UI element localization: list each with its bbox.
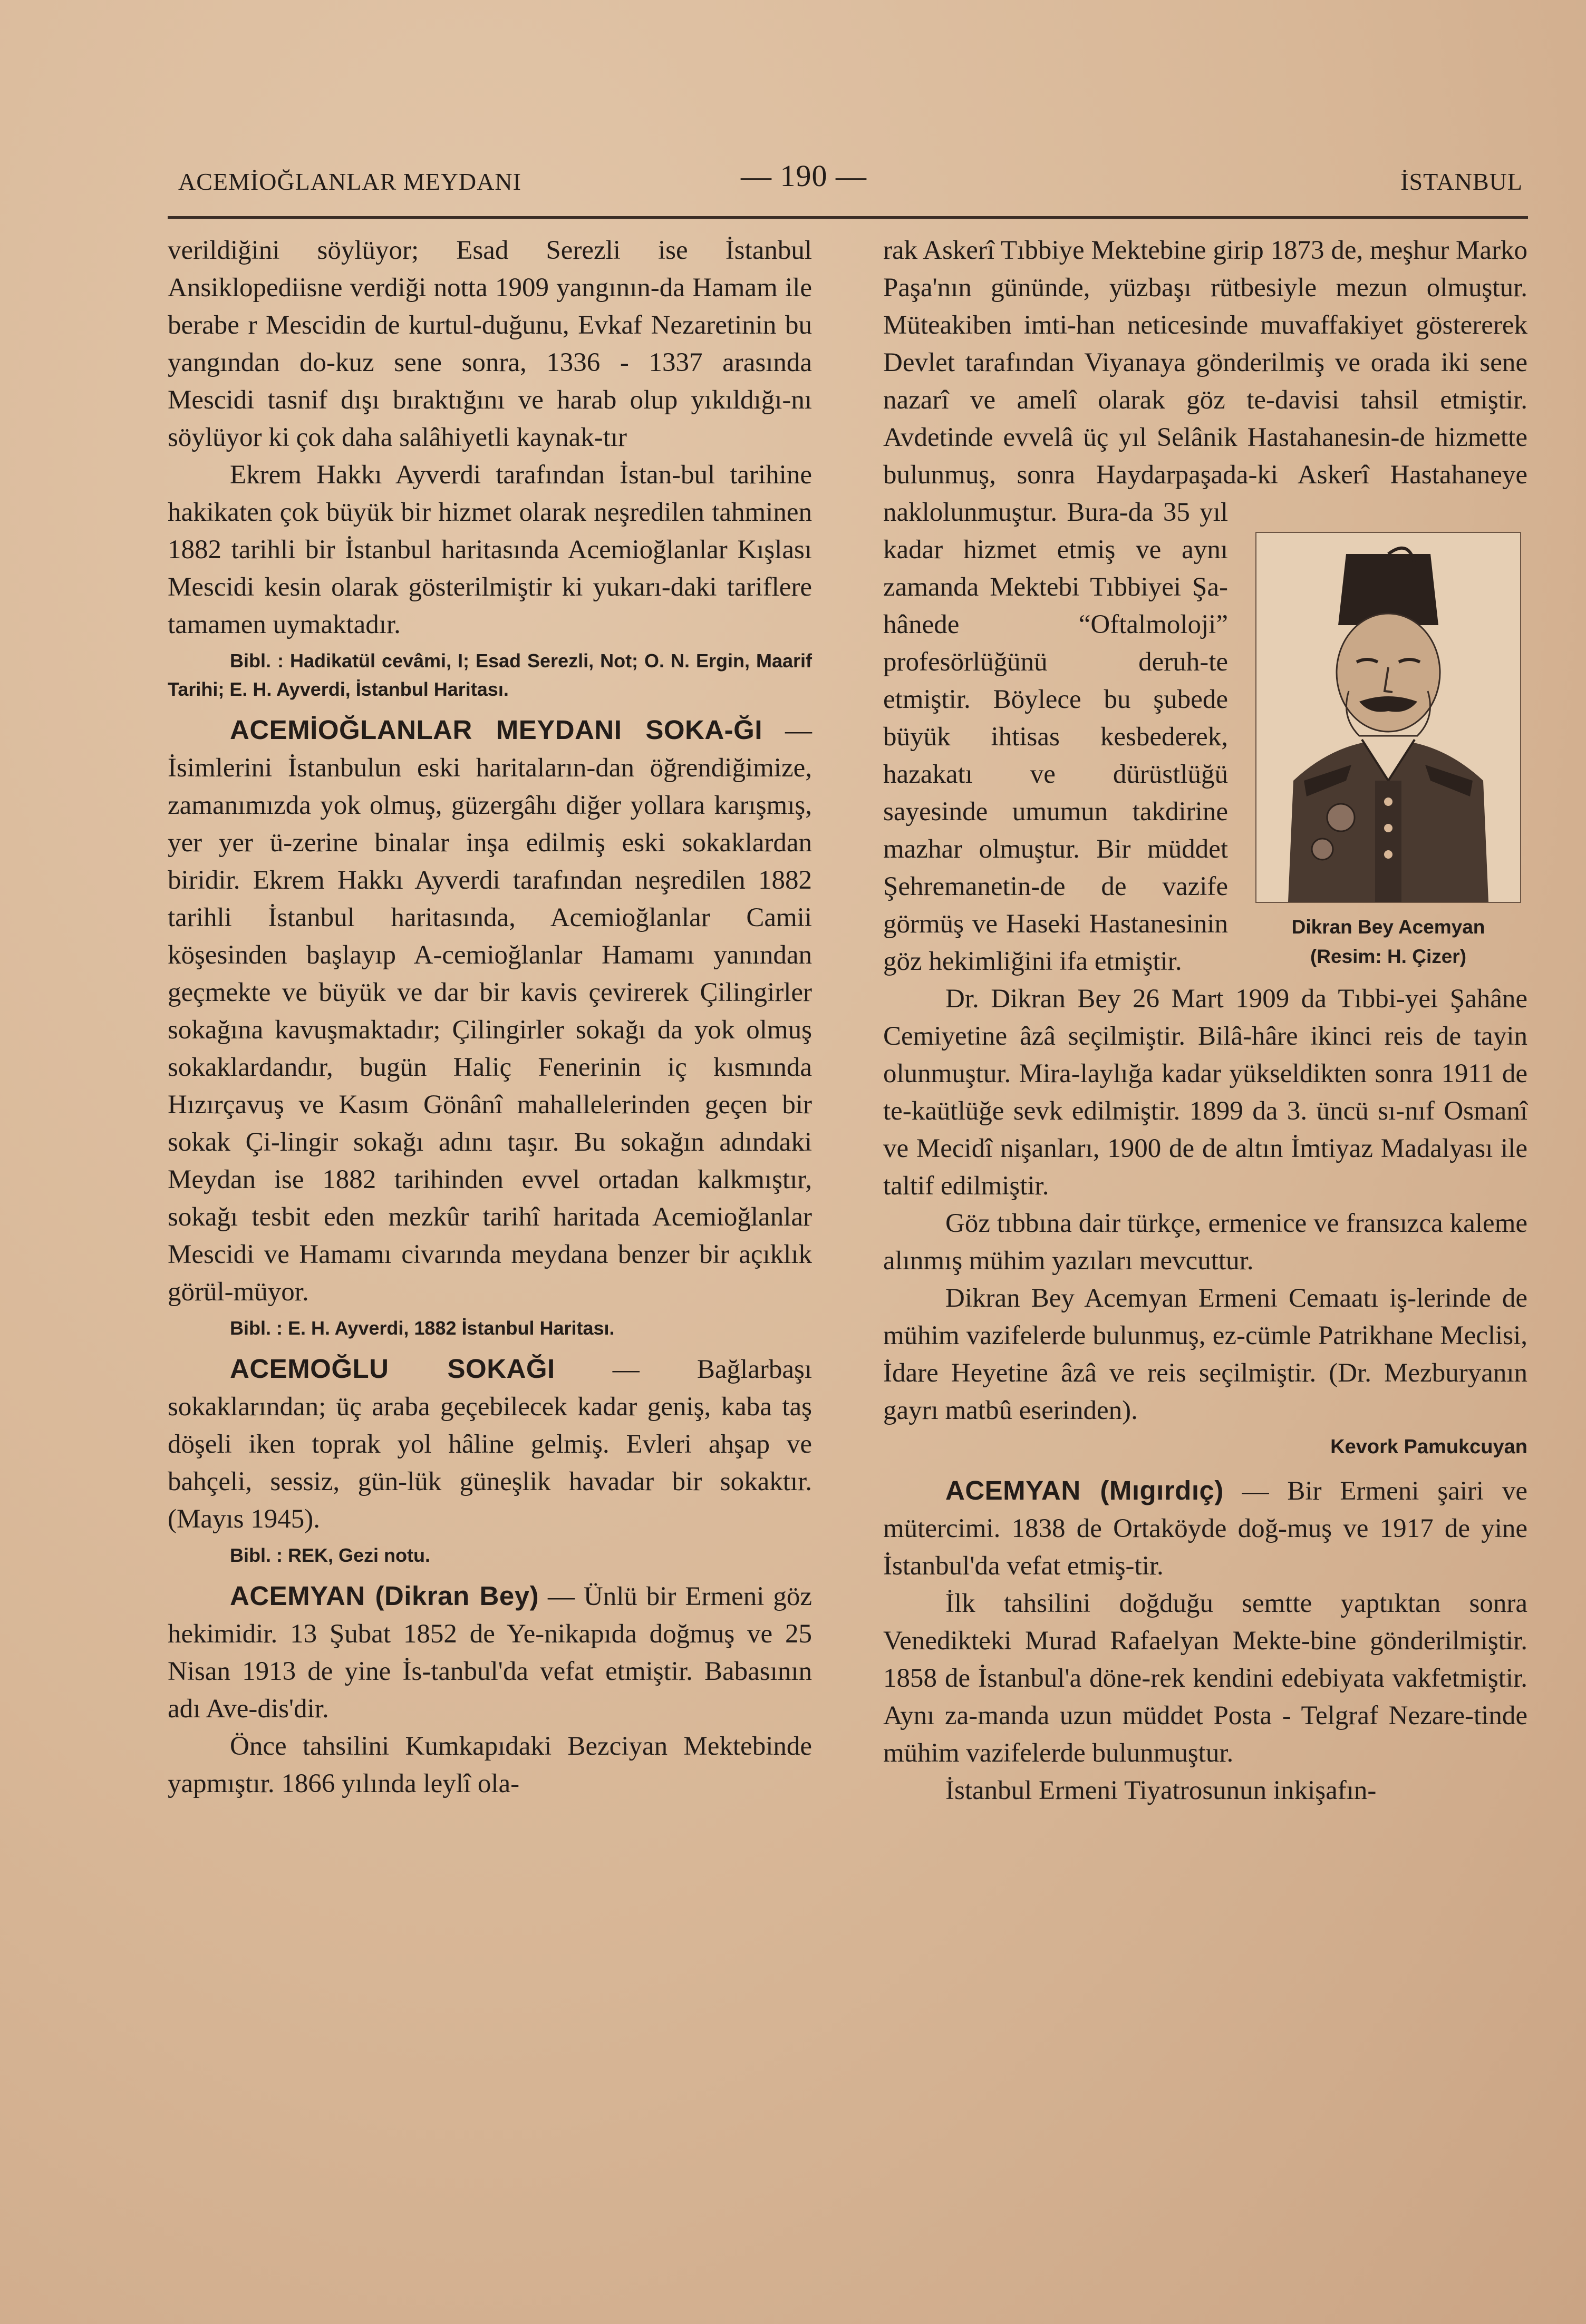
page-number: — 190 — — [741, 159, 867, 193]
entry-acemyan-dikran — [168, 1577, 812, 1728]
paragraph: İstanbul Ermeni Tiyatrosunun inkişafın- — [945, 1776, 1377, 1805]
paragraph: İlk tahsilini doğduğu semtte yaptıktan sonra Venedikteki Murad Rafaelyan Mekte-bine gönderilmiştir. 1858 de İstanbul'a döne-rek kendini edebiyata vakfetmiştir. Aynı za-manda uzun müddet Posta - Telgraf Nezare-tinde mühim vazifelerde bulunmuştur. — [883, 1589, 1527, 1768]
paragraph: Dr. Dikran Bey 26 Mart 1909 da Tıbbi-yei Şahâne Cemiyetine âzâ seçilmiştir. Bilâ-hâre ikinci reis de tayin olunmuştur. Mira-laylığa kadar yükseldikten sonra 1911 de te-kaütlüğe sevk edilmiştir. 1899 da 3. üncü sı-nıf Osmanî ve Mecidî nişanları, 1900 de de altın İmtiyaz Madalyası ile taltif edilmiştir. — [883, 984, 1527, 1201]
entry-acemyan-migirdic — [883, 1472, 1527, 1585]
entry-heading: ACEMYAN (Mıgırdıç) — [945, 1475, 1224, 1505]
entry-text: — Ünlü bir Ermeni göz hekimidir. 13 Şubat 1852 de Ye-nikapıda doğmuş ve 25 Nisan 1913 de yine İs-tanbul'da vefat etmiştir. Babasının adı Ave-dis'dir. — [168, 1582, 812, 1724]
figure-credit: (Resim: H. Çizer) — [1310, 946, 1467, 967]
entry-heading: ACEMYAN (Dikran Bey) — [230, 1581, 539, 1611]
portrait-image — [1255, 532, 1521, 903]
header-rule — [168, 216, 1528, 219]
paragraph: rak Askerî Tıbbiye Mektebine girip 1873 de, meşhur Marko Paşa'nın gününde, yüzbaşı rütbesiyle mezun olmuştur. Müteakiben imti-han neticesinde muvaffakiyet göstererek Devlet tarafından Viyanaya gönderilmiş ve orada iki sene nazarî ve amelî olarak göz te-davisi tahsil etmiştir. Avdetinde evvelâ üç yıl Selânik Hastahanesin-de hizmette bulunmuş, sonra Haydarpaşada-ki Askerî Hastahaneye naklolunmuştur. Bura-da 35 yıl kadar hizmet etmiş ve aynı zamanda Mektebi Tıbbiyei Şa-hânede “Oftalmoloji” profesörlüğünü deruh-te etmiştir. Böylece bu şubede büyük ihtisas kesbederek, hazakatı ve dürüstlüğü sayesinde umumun takdirine mazhar olmuştur. Bir müddet Şehremanetin-de de vazife görmüş ve Haseki Hastanesinin göz hekimliğini ifa etmiştir. — [883, 236, 1527, 976]
bibliography: Bibl. : REK, Gezi notu. — [230, 1544, 430, 1566]
author-signature: Kevork Pamukcuyan — [1330, 1436, 1527, 1458]
entry-acemoglu-sokagi — [168, 1350, 812, 1538]
paragraph: Ekrem Hakkı Ayverdi tarafından İstan-bul tarihine hakikaten çok büyük bir hizmet olarak neşredilen tahminen 1882 tarihli bir İstanbul haritasında Acemioğlanlar Kışlası Mescidi kesin olarak gösterilmiştir ki yukarı-daki tariflere tamamen uymaktadır. — [168, 460, 812, 639]
figure-caption: Dikran Bey Acemyan — [1291, 916, 1485, 938]
entry-text: — Bir Ermeni şairi ve mütercimi. 1838 de Ortaköyde doğ-muş ve 1917 de yine İstanbul'da vefat etmiş-tir. — [883, 1476, 1527, 1581]
paragraph: Dikran Bey Acemyan Ermeni Cemaatı iş-lerinde de mühim vazifelerde bulunmuş, ez-cümle Patrikhane Meclisi, İdare Heyetine âzâ ve reis seçilmiştir. (Dr. Mezburyanın gayrı matbû eserinden). — [883, 1283, 1527, 1425]
entry-text: — Bağlarbaşı sokaklarından; üç araba geçebilecek kadar geniş, kaba taş döşeli iken toprak yol hâline gelmiş. Evleri ahşap ve bahçeli, sessiz, gün-lük güneşlik havadar bir sokaktır. (Mayıs 1945). — [168, 1355, 812, 1534]
entry-acemioglanlar-meydani-sokagi — [168, 711, 812, 1311]
entry-heading: ACEMİOĞLANLAR MEYDANI SOKA-ĞI — [230, 715, 762, 745]
running-header-right: İSTANBUL — [1400, 168, 1523, 195]
right-column-text — [883, 232, 1527, 1810]
running-header-left: ACEMİOĞLANLAR MEYDANI — [178, 168, 521, 195]
entry-heading: ACEMOĞLU SOKAĞI — [230, 1354, 555, 1384]
bibliography: Bibl. : E. H. Ayverdi, 1882 İstanbul Haritası. — [230, 1317, 615, 1339]
paragraph: Önce tahsilini Kumkapıdaki Bezciyan Mektebinde yapmıştır. 1866 yılında leylî ola- — [168, 1732, 812, 1798]
portrait-illustration-icon — [1256, 533, 1520, 902]
paragraph: Göz tıbbına dair türkçe, ermenice ve fransızca kaleme alınmış mühim yazıları mevcuttur. — [883, 1209, 1527, 1276]
left-column — [168, 232, 812, 1803]
entry-text: — İsimlerini İstanbulun eski haritaların-dan öğrendiğimize, zamanımızda yok olmuş, güzergâhı diğer yollara karışmış, yer yer ü-zerine binalar inşa edilmiş eski sokaklardan biridir. Ekrem Hakkı Ayverdi tarafından neşredilen 1882 tarihli İstanbul haritasında, Acemioğlanlar Camii köşesinden başlayıp A-cemioğlanlar Hamamı yanından geçmekte ve büyük ve dar bir kavis çevirerek Çilingirler sokağına kavuşmaktadır; Çilingirler sokağı da yok olmuş sokaklardandır, bugün Haliç Fenerinin iç kısmında Hızırçavuş ve Kasım Gönânî mahallelerinden geçen bir sokak Çi-lingir sokağı adını taşır. Bu sokağın adındaki Meydan ise 1882 tarihinden evvel ortadan kalkmıştır, sokağı tesbit eden mezkûr tarihî haritada Acemioğlanlar Mescidi ve Hamamı civarında meydana benzer bir açıklık görül-müyor. — [168, 716, 813, 1307]
bibliography: Bibl. : Hadikatül cevâmi, I; Esad Serezli, Not; O. N. Ergin, Maarif Tarihi; E. H. Ayverdi, İstanbul Haritası. — [168, 650, 812, 700]
paragraph: verildiğini söylüyor; Esad Serezli ise İstanbul Ansiklopediisne verdiği notta 1909 yangının-da Hamam ile berabe r Mescidin de kurtul-duğunu, Evkaf Nezaretinin bu yangından do-kuz sene sonra, 1336 - 1337 arasında Mescidi tasnif dışı bıraktığını ve harab olup yıkıldığı-nı söylüyor ki çok daha salâhiyetli kaynak-tır — [168, 236, 812, 452]
portrait-figure — [1249, 532, 1527, 971]
